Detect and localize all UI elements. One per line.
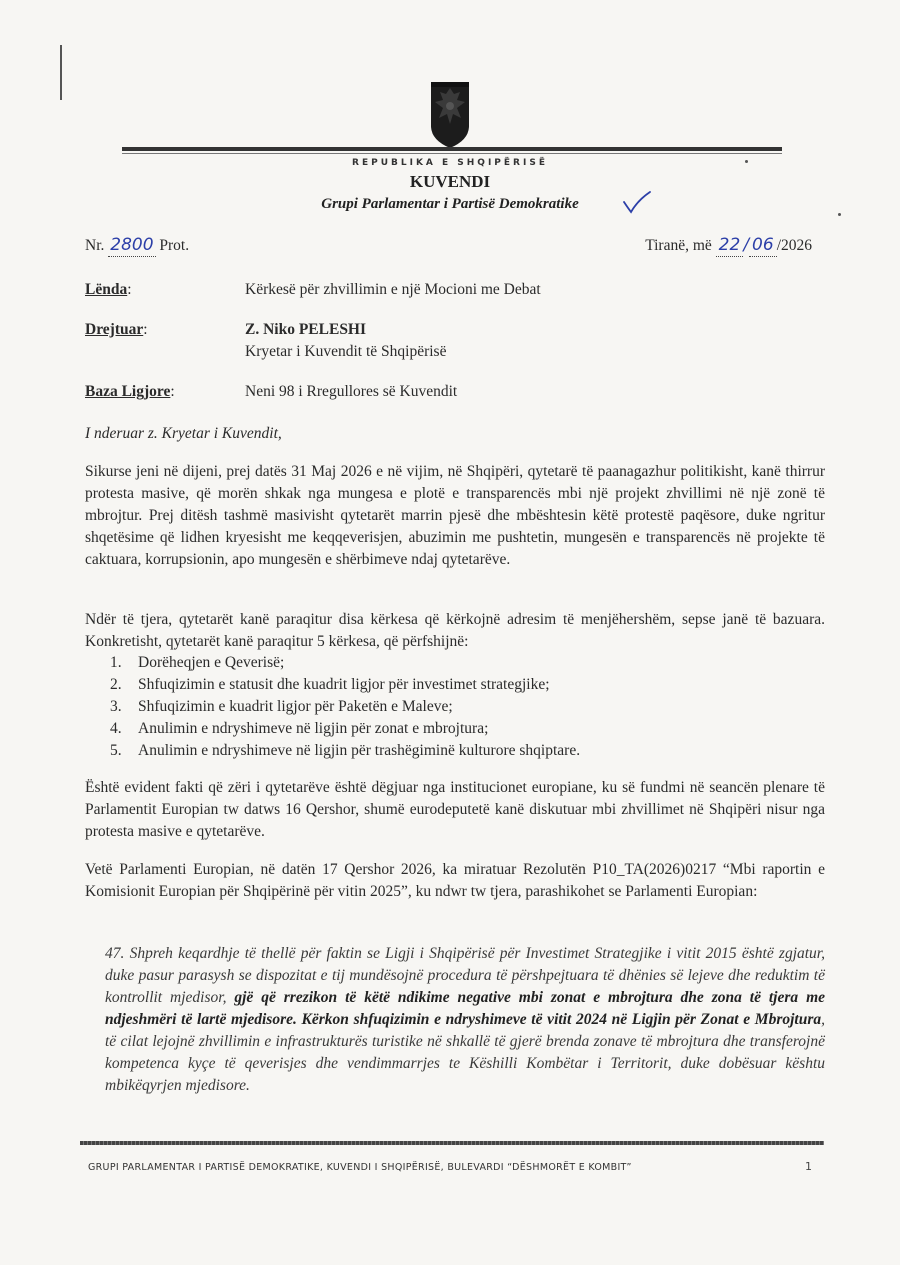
drejtuar-title: Kryetar i Kuvendit të Shqipërisë — [245, 343, 447, 360]
baza-value: Neni 98 i Rregullores së Kuvendit — [245, 383, 458, 400]
quote-emphasis: gjë që rrezikon të këtë ndikime negative mbi zonat e mbrojtura dhe zona të tjera me ndjeshmëri të lartë mjedisore. Kërkon shfuqizimin e ndryshimeve të vitit 2024 në Ligjin për Zonat e Mbrojtura — [105, 989, 825, 1028]
lenda-label: Lënda: — [85, 281, 132, 298]
paragraph-2: Ndër të tjera, qytetarët kanë paraqitur disa kërkesa që kërkojnë adresim të menjëhershëm, sepse janë të bazuara. Konkretisht, qytetarët kanë paraqitur 5 kërkesa, që përfshijnë: — [85, 611, 825, 650]
drejtuar-name: Z. Niko PELESHI — [245, 321, 367, 338]
paragraph-3: Është evident fakti që zëri i qytetarëve është dëgjuar nga institucionet europiane, ku së fundmi në seancën plenare të Parlamentit Europian tw datws 16 Qershor, shumë eurodeputetë kanë diskutuar mbi zhvillimet në Shqipëri nisur nga protesta masive e qytetarëve. — [85, 779, 825, 840]
baza-label: Baza Ligjore: — [85, 383, 175, 400]
salutation: I nderuar z. Kryetar i Kuvendit, — [85, 425, 282, 442]
date-day: 22 — [716, 234, 744, 257]
kuvendi-heading: KUVENDI — [409, 172, 491, 191]
date-month: 06 — [749, 234, 777, 257]
date-slash: / — [743, 235, 750, 255]
grupi-heading: Grupi Parlamentar i Partisë Demokratike — [321, 196, 579, 212]
list-item: 3. Shfuqizimin e kuadrit ligjor për Paketën e Maleve; — [110, 698, 453, 715]
paragraph-4: Vetë Parlamenti Europian, në datën 17 Qershor 2026, ka miratuar Rezolutën P10_TA(2026)0217 “Mbi raportin e Komisionit Europian për Shqipërinë për vitin 2025”, ku ndwr tw tjera, parashikohet se Parlamenti Europian: — [85, 861, 825, 900]
list-item: 2. Shfuqizimin e statusit dhe kuadrit ligjor për investimet strategjike; — [110, 676, 550, 693]
paragraph-1: Sikurse jeni në dijeni, prej datës 31 Maj 2026 e në vijim, në Shqipëri, qytetarë të paanagazhur politikisht, kanë thirrur protesta masive, që morën shkak nga mungesa e plotë e transparencës mbi një projekt zhvillimi në një zonë të mbrojtur. Prej ditësh tashmë masivisht qytetarët marrin pjesë dhe mbështesin këtë protestë paqësore, duke ngritur shqetësime që lidhen kryesisht me keqqeverisjen, abuzimin me pushtetin, mungesën e transparencës në projekte të caktuara, korrupsionin, apo mungesën e shërbimeve ndaj qytetarëve. — [85, 463, 825, 568]
drejtuar-label: Drejtuar: — [85, 321, 148, 338]
nr-value: 2800 — [110, 235, 154, 255]
page-number: 1 — [805, 1160, 812, 1173]
albanian-eagle-emblem-icon — [427, 78, 473, 150]
footer-address: GRUPI PARLAMENTAR I PARTISË DEMOKRATIKE, KUVENDI I SHQIPËRISË, BULEVARDI “DËSHMORËT E KOMBIT” — [88, 1162, 632, 1173]
speck — [838, 213, 841, 216]
place-prefix: Tiranë, më — [645, 237, 712, 254]
place-date — [645, 234, 812, 257]
demands-list — [110, 652, 810, 762]
list-item: 4. Anulimin e ndryshimeve në ligjin për zonat e mbrojtura; — [110, 720, 489, 737]
list-item: 5. Anulimin e ndryshimeve në ligjin për trashëgiminë kulturore shqiptare. — [110, 742, 581, 759]
nr-prefix: Nr. — [85, 237, 105, 254]
date-year: /2026 — [776, 237, 812, 254]
resolution-quote: 47. Shpreh keqardhje të thellë për faktin se Ligji i Shqipërisë për Investimet Strategjike i vitit 2015 është zgjatur, duke pasur parasysh se dispozitat e tij mundësojnë procedura të përshpejtuara të dhënies së lejeve dhe reduktim të kontrollit mjedisor, gjë që rrezikon të këtë ndikime negative mbi zonat e mbrojtura dhe zona të tjera me ndjeshmëri të lartë mjedisore. Kërkon shfuqizimin e ndryshimeve të vitit 2024 në Ligjin për Zonat e Mbrojtura, të cilat lejojnë zhvillimin e infrastrukturës turistike në shkallë të gjerë brenda zonave të mbrojtura dhe transferojnë kompetenca kyçe të qeverisjes dhe vendimmarrjes te Këshilli Kombëtar i Territorit, duke dobësuar kështu mbikëqyrjen mjedisore. — [105, 945, 825, 1094]
republika-heading: REPUBLIKA E SHQIPËRISË — [352, 158, 548, 168]
lenda-value: Kërkesë për zhvillimin e një Mocioni me Debat — [245, 281, 541, 298]
header-rule-thin — [122, 153, 782, 154]
pencil-mark — [60, 45, 62, 100]
protocol-number — [85, 234, 189, 257]
nr-suffix: Prot. — [159, 237, 190, 254]
list-item: 1. Dorëheqjen e Qeverisë; — [110, 654, 285, 671]
handwritten-checkmark-icon — [622, 190, 652, 214]
footer-rule — [80, 1141, 824, 1145]
header-rule — [122, 147, 782, 151]
